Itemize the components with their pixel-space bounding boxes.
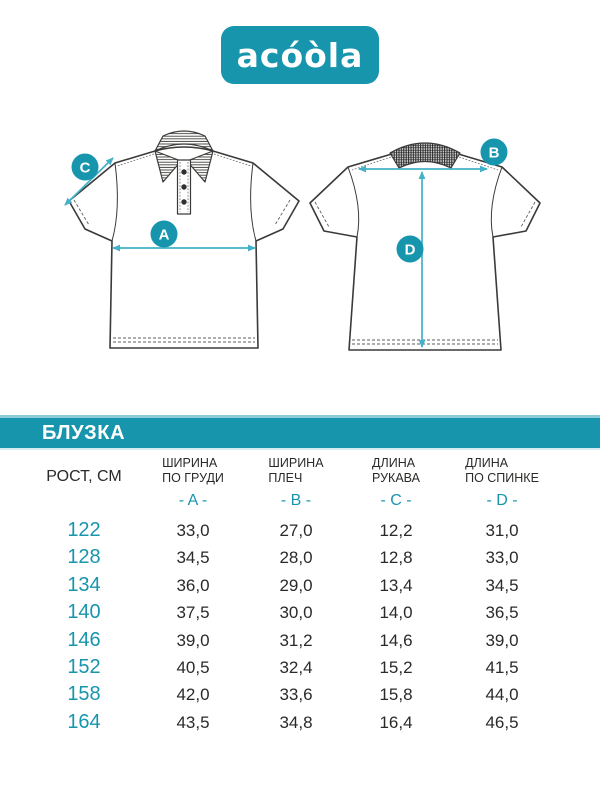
value-cell: 43,5 (176, 712, 210, 732)
value-cell: 39,0 (485, 630, 519, 650)
size-cell: 146 (67, 628, 101, 651)
size-cell: 158 (67, 683, 101, 706)
column-header-a: ШИРИНА ПО ГРУДИ (162, 456, 224, 485)
letter-a: - A - (178, 492, 208, 509)
value-cell: 40,5 (176, 657, 210, 677)
value-cell: 36,0 (176, 575, 210, 595)
table-row (28, 517, 558, 544)
value-cell: 36,5 (485, 603, 519, 623)
column-header-b: ШИРИНА ПЛЕЧ (268, 456, 324, 485)
letter-d: - D - (486, 492, 518, 509)
letter-c: - C - (380, 492, 412, 509)
value-cell: 30,0 (279, 603, 313, 623)
value-cell: 28,0 (279, 548, 313, 568)
value-cell: 44,0 (485, 685, 519, 705)
value-cell: 29,0 (279, 575, 313, 595)
value-cell: 15,8 (379, 685, 413, 705)
value-cell: 33,0 (176, 521, 210, 540)
size-cell: 128 (67, 546, 101, 569)
size-cell: 164 (67, 710, 101, 733)
value-cell: 12,2 (379, 521, 413, 540)
column-header-c: ДЛИНА РУКАВА (372, 456, 420, 485)
value-cell: 32,4 (279, 657, 313, 677)
size-cell: 134 (67, 573, 101, 596)
column-header-d: ДЛИНА ПО СПИНКЕ (465, 456, 539, 485)
value-cell: 37,5 (176, 603, 210, 623)
value-cell: 14,6 (379, 630, 413, 650)
button (181, 199, 186, 204)
value-cell: 27,0 (279, 521, 313, 540)
measurement-letter-a: A (158, 226, 170, 244)
value-cell: 33,6 (279, 685, 313, 705)
row-header: РОСТ, СМ (46, 468, 122, 485)
table-title-band (0, 418, 600, 448)
table-title: БЛУЗКА (42, 421, 126, 444)
table-row (28, 654, 558, 681)
size-table-body (28, 517, 558, 736)
table-row (28, 627, 558, 654)
measurement-letter-c: C (79, 159, 91, 177)
value-cell: 31,2 (279, 630, 313, 650)
value-cell: 16,4 (379, 712, 413, 732)
brand-logo (221, 26, 379, 84)
band-bottom-line (0, 448, 600, 450)
table-row (28, 681, 558, 708)
value-cell: 14,0 (379, 603, 413, 623)
polo-back-body (310, 149, 540, 350)
size-table-header (28, 456, 572, 487)
value-cell: 13,4 (379, 575, 413, 595)
table-row (28, 599, 558, 626)
value-cell: 34,8 (279, 712, 313, 732)
measurement-letter-row (28, 492, 572, 510)
value-cell: 39,0 (176, 630, 210, 650)
polo-back-diagram (300, 125, 550, 365)
polo-front-diagram (57, 125, 307, 365)
button (181, 169, 186, 174)
size-cell: 140 (67, 601, 101, 624)
measurement-letter-d: D (404, 241, 416, 259)
value-cell: 41,5 (485, 657, 519, 677)
table-row (28, 544, 558, 571)
size-cell: 122 (67, 519, 101, 541)
value-cell: 42,0 (176, 685, 210, 705)
letter-spacer (28, 492, 140, 510)
table-row (28, 709, 558, 736)
brand-logo-text: acóòla (236, 35, 364, 75)
value-cell: 31,0 (485, 521, 519, 540)
size-cell: 152 (67, 655, 101, 678)
letter-b: - B - (280, 492, 312, 509)
table-row (28, 572, 558, 599)
button (181, 184, 186, 189)
value-cell: 15,2 (379, 657, 413, 677)
measurement-letter-b: B (488, 144, 500, 162)
value-cell: 46,5 (485, 712, 519, 732)
value-cell: 34,5 (176, 548, 210, 568)
value-cell: 12,8 (379, 548, 413, 568)
value-cell: 34,5 (485, 575, 519, 595)
value-cell: 33,0 (485, 548, 519, 568)
